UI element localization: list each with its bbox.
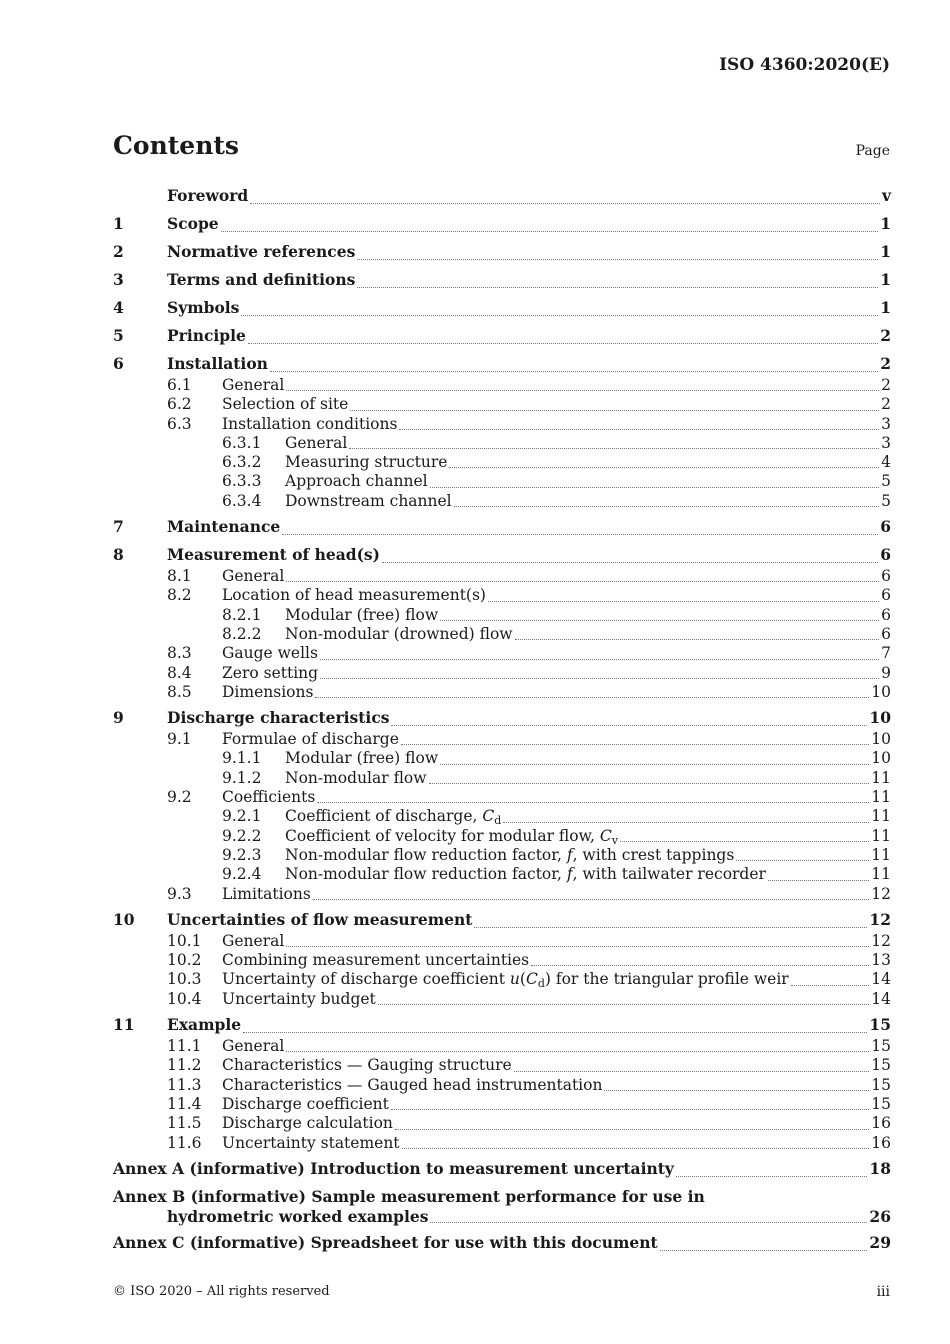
dot-leader — [620, 840, 869, 842]
toc-entry-page: 10 — [871, 682, 891, 701]
dot-leader — [241, 314, 878, 316]
toc-entry-number: 6.3.3 — [222, 472, 262, 491]
toc-entry-number: 9.2.3 — [222, 845, 262, 864]
toc-entry-title: General — [222, 376, 285, 394]
dot-leader — [250, 202, 880, 204]
toc-entry-page: 2 — [880, 326, 891, 345]
annex-kind: (informative) — [190, 1186, 306, 1206]
dot-leader — [378, 1003, 869, 1005]
toc-entry-number: 9.3 — [167, 884, 192, 903]
toc-entry[interactable] — [113, 511, 891, 539]
annex-page: 29 — [869, 1232, 891, 1252]
toc-entry-title: Approach channel — [285, 472, 428, 491]
toc-entry-title: Modular (free) flow — [285, 749, 439, 768]
toc-entry-title: Example — [167, 1015, 242, 1035]
toc-entry-title: Principle — [167, 326, 246, 345]
toc-entry-title: Symbols — [167, 298, 240, 317]
toc-entry-page: 4 — [881, 453, 891, 472]
page-number: iii — [876, 1284, 890, 1300]
toc-entry-title: Limitations — [222, 884, 311, 903]
toc-entry-number: 8 — [113, 545, 124, 565]
toc-entry-page: 6 — [881, 605, 891, 624]
toc-entry-title: Downstream channel — [285, 491, 452, 510]
page-title: Contents — [113, 131, 240, 160]
toc-entry[interactable] — [113, 1076, 891, 1095]
dot-leader — [313, 898, 869, 900]
toc-entry-number: 10.3 — [167, 970, 202, 989]
toc-entry-title: Foreword — [167, 186, 249, 205]
toc-entry-title: Non-modular flow reduction factor, f, with tailwater recorder — [285, 865, 766, 884]
dot-leader — [317, 801, 869, 803]
toc-entry[interactable] — [113, 539, 891, 567]
toc-entry-page: 16 — [871, 1133, 891, 1152]
toc-entry-number: 1 — [113, 214, 124, 233]
toc-entry-number: 6.3 — [167, 414, 192, 433]
dot-leader — [350, 409, 879, 411]
toc-entry-number: 8.2.1 — [222, 605, 262, 624]
dot-leader — [440, 619, 879, 621]
toc-entry-number: 9.2.2 — [222, 826, 262, 845]
toc-entry[interactable] — [113, 264, 891, 292]
toc-entry-title: Non-modular (drowned) flow — [285, 624, 513, 643]
toc-entry-title: Dimensions — [222, 682, 314, 701]
toc-entry-number: 8.1 — [167, 567, 192, 586]
toc-entry-title: Measurement of head(s) — [167, 545, 380, 565]
toc-entry[interactable] — [113, 1009, 891, 1037]
toc-entry-number: 10 — [113, 909, 135, 929]
dot-leader — [449, 466, 879, 468]
dot-leader — [791, 984, 870, 986]
toc-entry-number: 8.3 — [167, 644, 192, 663]
toc-entry-title: Coefficient of discharge, $C_d$ — [285, 807, 502, 828]
toc-entry[interactable] — [113, 453, 891, 472]
dot-leader — [430, 1221, 867, 1223]
annex-title: Introduction to measurement uncertainty — [310, 1158, 674, 1178]
toc-entry[interactable] — [113, 749, 891, 768]
toc-entry-title: Discharge coefficient — [222, 1094, 389, 1113]
toc-entry[interactable] — [113, 970, 891, 989]
toc-entry-page: 1 — [880, 214, 891, 233]
toc-entry-title: Measuring structure — [285, 453, 448, 472]
toc-entry-number: 11.6 — [167, 1133, 202, 1152]
dot-leader — [286, 1050, 869, 1052]
dot-leader — [282, 533, 878, 535]
toc-entry-page: 6 — [881, 586, 891, 605]
toc-entry[interactable] — [113, 606, 891, 625]
toc-entry-number: 7 — [113, 517, 124, 537]
toc-entry-title: Discharge calculation — [222, 1114, 393, 1133]
toc-entry-title: General — [222, 1037, 285, 1056]
toc-entry-number: 11 — [113, 1015, 135, 1035]
toc-entry[interactable] — [113, 208, 891, 236]
toc-entry-title: Uncertainty of discharge coefficient $u(C_d)$ for the triangular profile weir — [222, 970, 789, 991]
toc-entry-number: 6 — [113, 354, 124, 373]
toc-entry-title: Coefficient of velocity for modular flow, $C_v$ — [285, 826, 618, 847]
toc-entry-number: 6.3.4 — [222, 491, 262, 510]
toc-entry-page: 16 — [871, 1114, 891, 1133]
annex-kind: (informative) — [189, 1232, 306, 1252]
annex-page: 18 — [869, 1158, 891, 1178]
toc-entry-number: 9.1.1 — [222, 749, 262, 768]
dot-leader — [320, 658, 879, 660]
toc-entry-number: 9.1.2 — [222, 768, 262, 787]
toc-entry-page: 5 — [881, 491, 891, 510]
toc-entry-number: 11.2 — [167, 1056, 202, 1075]
toc-entry-title: Zero setting — [222, 663, 319, 682]
toc-entry-number: 11.3 — [167, 1075, 202, 1094]
toc-entry-number: 6.3.2 — [222, 453, 262, 472]
toc-entry[interactable] — [113, 788, 891, 807]
toc-entry-page: 11 — [871, 788, 891, 807]
toc-entry-title: Coefficients — [222, 788, 316, 807]
dot-leader — [391, 1108, 869, 1110]
toc-entry-number: 9.2.1 — [222, 807, 262, 826]
dot-leader — [243, 1031, 867, 1033]
toc-entry[interactable] — [113, 186, 891, 208]
toc-entry[interactable] — [113, 1095, 891, 1114]
annex-page: 26 — [869, 1206, 891, 1226]
dot-leader — [391, 724, 867, 726]
dot-leader — [402, 1147, 870, 1149]
copyright-notice: © ISO 2020 – All rights reserved — [113, 1284, 330, 1299]
annex-id: Annex C — [113, 1232, 185, 1252]
toc-entry[interactable] — [113, 730, 891, 749]
toc-entry-title: General — [222, 567, 285, 586]
toc-entry-page: 13 — [871, 951, 891, 970]
toc-entry-page: 3 — [881, 414, 891, 433]
toc-entry-number: 10.4 — [167, 989, 202, 1008]
page-column-label: Page — [855, 143, 890, 159]
toc-entry-number: 4 — [113, 298, 124, 317]
toc-entry[interactable] — [113, 664, 891, 683]
toc-entry-number: 6.3.1 — [222, 433, 262, 452]
dot-leader — [286, 945, 869, 947]
dot-leader — [488, 600, 879, 602]
toc-entry[interactable] — [113, 1037, 891, 1056]
toc-entry-title: Normative references — [167, 242, 356, 261]
toc-entry-title: Characteristics — Gauged head instrumentation — [222, 1075, 603, 1094]
annex-title-continued: hydrometric worked examples — [167, 1206, 429, 1226]
toc-entry-title: Installation — [167, 354, 268, 373]
toc-entry[interactable] — [113, 846, 891, 865]
toc-entry-number: 9.2 — [167, 788, 192, 807]
toc-entry-page: 3 — [881, 433, 891, 452]
toc-entry[interactable] — [113, 807, 891, 826]
toc-entry-page: 12 — [871, 884, 891, 903]
toc-entry-number: 8.2 — [167, 586, 192, 605]
toc-entry-title: Discharge characteristics — [167, 708, 390, 728]
dot-leader — [515, 638, 880, 640]
dot-leader — [531, 964, 869, 966]
annex-entry[interactable] — [113, 1153, 891, 1181]
dot-leader — [474, 926, 867, 928]
toc-entry-number: 9.2.4 — [222, 865, 262, 884]
toc-entry[interactable] — [113, 415, 891, 434]
toc-entry-page: 11 — [871, 845, 891, 864]
toc-entry-page: 11 — [871, 807, 891, 826]
dot-leader — [676, 1175, 868, 1177]
dot-leader — [399, 428, 879, 430]
toc-entry-number: 8.5 — [167, 682, 192, 701]
dot-leader — [401, 743, 869, 745]
toc-entry-number: 8.4 — [167, 663, 192, 682]
dot-leader — [660, 1249, 868, 1251]
dot-leader — [248, 342, 878, 344]
toc-entry[interactable] — [113, 472, 891, 491]
toc-entry[interactable] — [113, 567, 891, 586]
toc-entry-page: 2 — [881, 395, 891, 414]
toc-entry[interactable] — [113, 904, 891, 932]
toc-entry-title: Non-modular flow — [285, 768, 427, 787]
toc-entry-page: 11 — [871, 826, 891, 845]
toc-entry[interactable] — [113, 292, 891, 320]
dot-leader — [514, 1070, 870, 1072]
toc-entry-page: 6 — [880, 545, 891, 565]
toc-entry[interactable] — [113, 827, 891, 846]
dot-leader — [604, 1089, 869, 1091]
toc-entry[interactable] — [113, 683, 891, 702]
toc-entry-page: 12 — [869, 909, 891, 929]
toc-entry-page: 10 — [871, 749, 891, 768]
toc-entry-number: 9.1 — [167, 730, 192, 749]
toc-entry-number: 6.2 — [167, 395, 192, 414]
toc-entry-page: 1 — [880, 242, 891, 261]
toc-entry-title: General — [285, 433, 348, 452]
toc-entry[interactable] — [113, 625, 891, 644]
dot-leader — [286, 580, 879, 582]
dot-leader — [357, 286, 878, 288]
toc-entry-page: 2 — [880, 354, 891, 373]
toc-entry-title: Formulae of discharge — [222, 730, 399, 749]
toc-entry-number: 6.1 — [167, 376, 192, 394]
toc-entry[interactable] — [113, 492, 891, 511]
toc-entry[interactable] — [113, 702, 891, 730]
toc-entry-page: 10 — [869, 708, 891, 728]
dot-leader — [270, 370, 878, 372]
toc-entry-number: 2 — [113, 242, 124, 261]
toc-entry-title: Characteristics — Gauging structure — [222, 1056, 512, 1075]
toc-entry-title: Terms and definitions — [167, 270, 356, 289]
dot-leader — [357, 258, 878, 260]
toc-entry-page: 2 — [881, 376, 891, 394]
dot-leader — [315, 696, 869, 698]
toc-entry-page: 14 — [871, 970, 891, 989]
toc-entry[interactable] — [113, 395, 891, 414]
dot-leader — [430, 486, 880, 488]
toc-entry[interactable] — [113, 885, 891, 904]
toc-entry-title: Location of head measurement(s) — [222, 586, 486, 605]
toc-entry[interactable] — [113, 644, 891, 663]
toc-entry-title: Selection of site — [222, 395, 349, 414]
toc-entry-title: Installation conditions — [222, 414, 398, 433]
toc-entry-page: 9 — [881, 663, 891, 682]
dot-leader — [429, 782, 870, 784]
toc-entry-number: 10.2 — [167, 951, 202, 970]
toc-entry[interactable] — [113, 586, 891, 605]
toc-entry-page: 12 — [871, 931, 891, 950]
dot-leader — [736, 859, 869, 861]
toc-entry-page: 11 — [871, 768, 891, 787]
dot-leader — [454, 505, 879, 507]
toc-entry-number: 8.2.2 — [222, 624, 262, 643]
toc-entry-page: 1 — [880, 298, 891, 317]
toc-entry[interactable] — [113, 434, 891, 453]
dot-leader — [349, 447, 879, 449]
toc-entry-title: Scope — [167, 214, 219, 233]
annex-id: Annex B — [113, 1186, 186, 1206]
toc-entry-page: 6 — [881, 567, 891, 586]
annex-entry[interactable] — [113, 1181, 891, 1227]
toc-entry[interactable] — [113, 932, 891, 951]
toc-entry-title: Non-modular flow reduction factor, f, with crest tappings — [285, 845, 735, 864]
toc-entry-page: 6 — [881, 624, 891, 643]
toc-entry-title: Gauge wells — [222, 644, 318, 663]
annex-id: Annex A — [113, 1158, 185, 1178]
toc-entry-title: Uncertainty budget — [222, 989, 376, 1008]
toc-entry-page: 10 — [871, 730, 891, 749]
toc-entry[interactable] — [113, 1134, 891, 1153]
dot-leader — [320, 677, 879, 679]
annex-kind: (informative) — [189, 1158, 305, 1178]
toc-entry[interactable] — [113, 769, 891, 788]
toc-entry[interactable] — [113, 951, 891, 970]
dot-leader — [395, 1128, 869, 1130]
toc-entry-title: Uncertainty statement — [222, 1133, 400, 1152]
toc-entry-page: 6 — [880, 517, 891, 537]
toc-entry-number: 10.1 — [167, 931, 202, 950]
toc-entry-number: 11.4 — [167, 1094, 202, 1113]
annex-title: Sample measurement performance for use in — [311, 1186, 705, 1206]
toc-entry-page: 15 — [869, 1015, 891, 1035]
dot-leader — [382, 561, 878, 563]
toc-entry-title: Maintenance — [167, 517, 281, 537]
toc-entry-page: 5 — [881, 472, 891, 491]
dot-leader — [503, 821, 869, 823]
toc-entry-page: 15 — [871, 1075, 891, 1094]
toc-entry-page: 11 — [871, 865, 891, 884]
toc-entry[interactable] — [113, 865, 891, 884]
toc-entry-page: 1 — [880, 270, 891, 289]
toc-entry[interactable] — [113, 236, 891, 264]
annex-title: Spreadsheet for use with this document — [310, 1232, 658, 1252]
toc-entry-page: 15 — [871, 1056, 891, 1075]
toc-entry-page: v — [881, 186, 891, 205]
table-of-contents — [113, 186, 891, 1255]
dot-leader — [440, 763, 869, 765]
dot-leader — [221, 230, 879, 232]
toc-entry-title: Modular (free) flow — [285, 605, 439, 624]
toc-entry-number: 11.5 — [167, 1114, 202, 1133]
toc-entry-page: 15 — [871, 1037, 891, 1056]
toc-entry-title: Combining measurement uncertainties — [222, 951, 530, 970]
toc-entry-page: 7 — [881, 644, 891, 663]
standard-number: ISO 4360:2020(E) — [719, 55, 890, 75]
toc-entry[interactable] — [113, 348, 891, 376]
toc-entry-number: 9 — [113, 708, 124, 728]
toc-entry-number: 5 — [113, 326, 124, 345]
toc-entry[interactable] — [113, 1114, 891, 1133]
toc-entry[interactable] — [113, 1056, 891, 1075]
toc-entry-title: General — [222, 931, 285, 950]
toc-entry-title: Uncertainties of flow measurement — [167, 909, 473, 929]
toc-entry-page: 14 — [871, 989, 891, 1008]
annex-entry[interactable] — [113, 1227, 891, 1255]
dot-leader — [768, 879, 869, 881]
toc-entry[interactable] — [113, 320, 891, 348]
toc-entry-number: 3 — [113, 270, 124, 289]
toc-entry-number: 11.1 — [167, 1037, 202, 1056]
toc-entry[interactable] — [113, 376, 891, 395]
dot-leader — [286, 389, 879, 391]
toc-entry-page: 15 — [871, 1094, 891, 1113]
